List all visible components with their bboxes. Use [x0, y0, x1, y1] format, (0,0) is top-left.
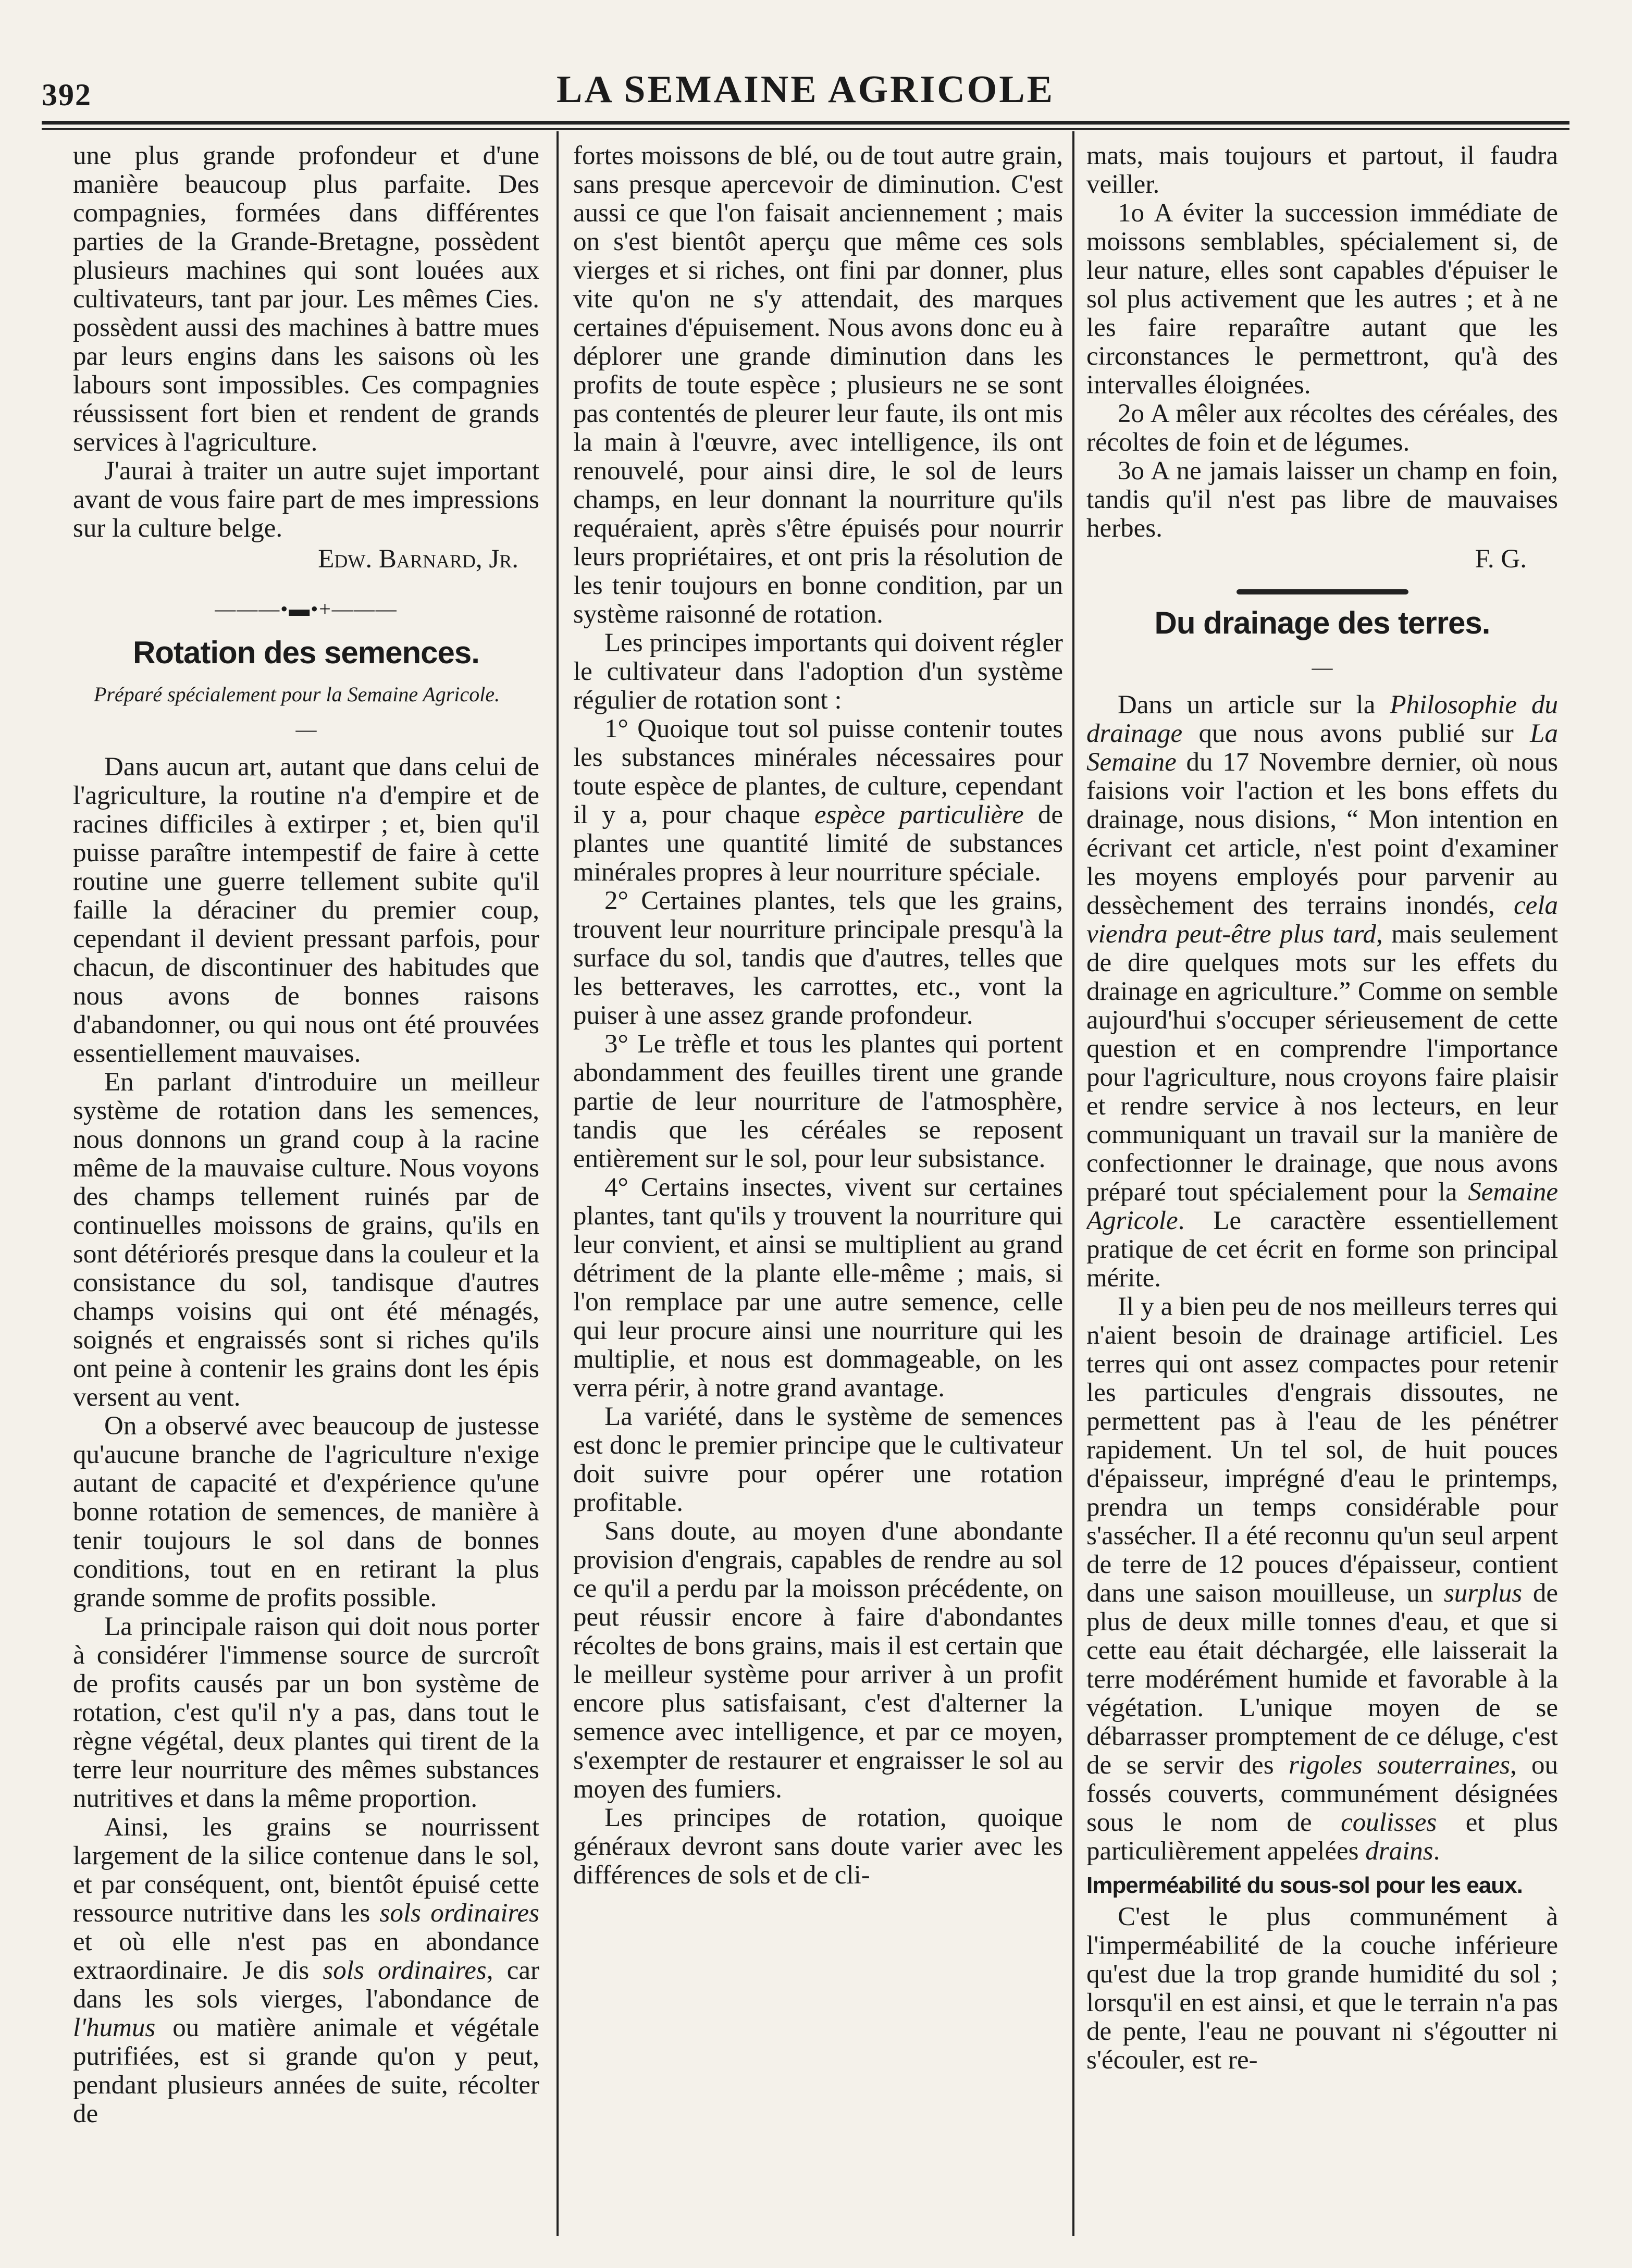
header-rule-thick	[42, 121, 1569, 125]
paragraph	[1086, 691, 1558, 1293]
title-dash: —	[1312, 655, 1333, 679]
journal-title: LA SEMAINE AGRICOLE	[557, 68, 1055, 111]
paragraph	[1086, 1293, 1558, 1866]
text-run: ou matière animale et végétale putrifiées, est si grande qu'on y peut, pendant plusieurs années de suite, récolter de	[73, 2013, 539, 2128]
paragraph: C'est le plus communément à l'imperméabilité de la couche inférieure qu'est due la trop grande humidité du sol ; lorsqu'il en est ainsi, et que le terrain n'a pas de pente, l'eau ne pouvant ni s'égoutter ni s'écouler, est re-	[1086, 1902, 1558, 2075]
text-run: du 17 Novembre dernier, où nous faisions voir l'action et les bons effets du drainage, nous disions, “ Mon intention en écrivant cet article, n'est point d'examiner les moyens employés pour parvenir au dessèchement des terrains inondés,	[1086, 748, 1558, 920]
section-divider-bar	[1237, 589, 1408, 594]
paragraph: 1o A éviter la succession immédiate de moissons semblables, spécialement si, de leur nature, elles sont capables d'épuiser le sol plus activement que les autres ; et à ne les faire reparaître autant que les circonstances le permettront, qu'à des intervalles éloignées.	[1086, 199, 1558, 400]
section-title-drainage: Du drainage des terres.	[1154, 605, 1490, 640]
column-1	[73, 142, 539, 2236]
paragraph: En parlant d'introduire un meilleur système de rotation dans les semences, nous donnons un grand coup à la racine même de la mauvaise culture. Nous voyons des champs tellement ruinés par de continuelles moissons de grains, qu'ils en sont détériorés presque dans la couleur et la consistance du sol, tandisque d'autres champs voisins qui ont été ménagés, soignés et engraissés sont si riches qu'ils ont peine à contenir les grains dont les épis versent au vent.	[73, 1068, 539, 1412]
paragraph: La principale raison qui doit nous porter à considérer l'immense source de surcroît de profits causés par un bon système de rotation, c'est qu'il n'y a pas, dans tout le règne végétal, deux plantes qui tirent de la terre leur nourriture des mêmes substances nutritives et dans la même proportion.	[73, 1612, 539, 1813]
column-2	[573, 142, 1063, 2236]
subheading: Imperméabilité du sous-sol pour les eaux.	[1086, 1873, 1523, 1898]
italic-run: rigoles souterraines	[1288, 1751, 1510, 1780]
paragraph: Les principes importants qui doivent régler le cultivateur dans l'adoption d'un système régulier de rotation sont :	[573, 628, 1063, 715]
text-run: , mais seulement de dire quelques mots sur les effets du drainage en agriculture.” Comme on semble aujourd'hui s'occuper sérieusement de cette question et en comprendre l'importance pour l'agriculture, nous croyons faire plaisir et rendre service à nos lecteurs, en leur communiquant un travail sur la manière de confectionner le drainage, que nous avons préparé tout spécialement pour la	[1086, 920, 1558, 1207]
text-run: Dans un article sur la	[1118, 690, 1390, 720]
section-title-rotation: Rotation des semences.	[133, 635, 479, 670]
paragraph: Les principes de rotation, quoique généraux devront sans doute varier avec les différences de sols et de cli-	[573, 1803, 1063, 1890]
paragraph: 4° Certains insectes, vivent sur certaines plantes, tant qu'ils y trouvent la nourriture qui leur convient, et ainsi se multiplient au grand détriment de la plante elle-même ; mais, si l'on remplace par une autre semence, celle qui leur procure ainsi une nourriture qui les multiplie, et nous est dommageable, on les verra périr, à notre grand avantage.	[573, 1173, 1063, 1403]
text-run: de plantes une quantité limité de substances minérales propres à leur nourriture spéciale.	[573, 800, 1063, 887]
paragraph: mats, mais toujours et partout, il faudra veiller.	[1086, 142, 1558, 199]
column-divider-2	[1072, 131, 1074, 2236]
paragraph: Dans aucun art, autant que dans celui de l'agriculture, la routine n'a d'empire et de racines difficiles à extirper ; et, bien qu'il puisse paraître intempestif de faire à cette routine une guerre tellement subite qu'il faille la déraciner du premier coup, cependant il devient pressant parfois, pour chacun, de discontinuer des habitudes que nous avons de bonnes raisons d'abandonner, ou qui nous ont été prouvées essentiellement mauvaises.	[73, 752, 539, 1068]
paragraph: J'aurai à traiter un autre sujet important avant de vous faire part de mes impressions sur la culture belge.	[73, 456, 539, 543]
page-number: 392	[42, 78, 92, 112]
text-run: et plus particulièrement appelées	[1086, 1808, 1558, 1866]
paragraph: On a observé avec beaucoup de justesse qu'aucune branche de l'agriculture n'exige autant de capacité et d'expérience qu'une bonne rotation de semences, de manière à tenir toujours le sol dans de bonnes conditions, tout en en retirant la plus grande somme de profits possible.	[73, 1411, 539, 1613]
column-divider-1	[557, 131, 559, 2236]
text-run: , car dans les sols vierges, l'abondance de	[73, 1956, 539, 2014]
paragraph: 3o A ne jamais laisser un champ en foin, tandis qu'il n'est pas libre de mauvaises herbes.	[1086, 456, 1558, 543]
section-divider: ———•▬•+———	[215, 597, 398, 621]
paragraph	[73, 1813, 539, 2128]
text-run: , ou fossés couverts, communément désignées sous le nom de	[1086, 1751, 1558, 1837]
paragraph: 2° Certaines plantes, tels que les grains, trouvent leur nourriture principale presqu'à la surface du sol, tandis que d'autres, telles que les betteraves, les carrottes, etc., vont la puiser à une assez grande profondeur.	[573, 886, 1063, 1030]
header-rule-thin	[42, 128, 1569, 130]
italic-run: espèce particulière	[814, 800, 1024, 829]
text-run: 1° Quoique tout sol puisse contenir toutes les substances minérales nécessaires pour toute espèce de plantes, de culture, cependant il y a, pour chaque	[573, 714, 1063, 829]
paragraph: une plus grande profondeur et d'une manière beaucoup plus parfaite. Des compagnies, formées dans différentes parties de la Grande-Bretagne, possèdent plusieurs machines qui sont louées aux cultivateurs, tant par jour. Les mêmes Cies. possèdent aussi des machines à battre mues par leurs engins dans les saisons où les labours sont impossibles. Ces compagnies réussissent fort bien et rendent de grands services à l'agriculture.	[73, 142, 539, 457]
text-run: .	[1433, 1837, 1440, 1866]
italic-run: Philosophie du drainage	[1086, 690, 1558, 748]
paragraph: Sans doute, au moyen d'une abondante provision d'engrais, capables de rendre au sol ce qu'il a perdu par la moisson précédente, on peut réussir encore à faire d'abondantes récoltes de bons grains, mais il est certain que le meilleur système pour arriver à un profit encore plus satisfaisant, c'est d'alterner la semence avec intelligence, et par ce moyen, s'exempter de restaurer et engraisser le sol au moyen des fumiers.	[573, 1517, 1063, 1804]
italic-run: sols ordinaires	[379, 1899, 539, 1928]
italic-run: surplus	[1443, 1579, 1523, 1608]
paragraph: 2o A mêler aux récoltes des céréales, des récoltes de foin et de légumes.	[1086, 399, 1558, 457]
paragraph: La variété, dans le système de semences est donc le premier principe que le cultivateur doit suivre pour opérer une rotation profitable.	[573, 1402, 1063, 1517]
italic-run: sols ordinaires	[323, 1956, 487, 1985]
author-signature: Edw. Barnard, Jr.	[318, 544, 518, 574]
byline: Préparé spécialement pour la Semaine Agricole.	[94, 683, 500, 706]
text-run: Il y a bien peu de nos meilleurs terres qui n'aient besoin de drainage artificiel. Les terres qui ont assez compactes pour retenir les particules d'engrais dissoutes, ne permettent pas à l'eau de les pénétrer rapidement. Un tel sol, de huit pouces d'épaisseur, imprégné d'eau le printemps, prendra un temps considérable pour s'assécher. Il a été reconnu qu'un seul arpent de terre de 12 pouces d'épaisseur, contient dans une saison mouilleuse, un	[1086, 1292, 1558, 1608]
text-run: Ainsi, les grains se nourrissent largement de la silice contenue dans le sol, et par conséquent, ont, bientôt épuisé cette ressource nutritive dans les	[73, 1813, 539, 1928]
italic-run: cela viendra peut-être plus tard	[1086, 891, 1558, 949]
paragraph: 3° Le trèfle et tous les plantes qui portent abondamment des feuilles tirent une grande partie de leur nourriture de l'atmosphère, tandis que les céréales se reposent entièrement sur le sol, pour leur subsistance.	[573, 1030, 1063, 1173]
text-run: de plus de deux mille tonnes d'eau, et que si cette eau était déchargée, elle laisserait la terre modérément humide et favorable à la végétation. L'unique moyen de se débarrasser promptement de ce déluge, c'est de se servir des	[1086, 1579, 1558, 1780]
paragraph: fortes moissons de blé, ou de tout autre grain, sans presque apercevoir de diminution. C'est aussi ce que l'on faisait anciennement ; mais on s'est bientôt aperçu que même ces sols vierges et si riches, ont fini par donner, plus vite qu'on ne s'y attendait, des marques certaines d'épuisement. Nous avons donc eu à déplorer une grande diminution dans les profits de toute espèce ; plusieurs ne se sont pas contentés de pleurer leur faute, ils ont mis la main à l'œuvre, avec intelligence, ils ont renouvelé, pour ainsi dire, le sol de leurs champs, en leur donnant la nourriture qu'ils requéraient, après s'être épuisés pour nourrir leurs propriétaires, et ont pris la résolution de les tenir toujours en bonne condition, par un système raisonné de rotation.	[573, 142, 1063, 629]
italic-run: l'humus	[73, 2013, 156, 2042]
italic-run: drains	[1365, 1837, 1433, 1866]
italic-run: Semaine Agricole	[1086, 1178, 1558, 1235]
text-run: . Le caractère essentiellement pratique de cet écrit en forme son principal mérite.	[1086, 1206, 1558, 1293]
column-3	[1086, 142, 1558, 2236]
paragraph	[573, 715, 1063, 887]
title-dash: —	[295, 717, 317, 741]
author-signature: F. G.	[1475, 544, 1527, 574]
italic-run: La Semaine	[1086, 719, 1558, 777]
page-header	[42, 68, 1569, 125]
italic-run: coulisses	[1341, 1808, 1437, 1837]
text-run: et où elle n'est pas en abondance extraordinaire. Je dis	[73, 1927, 539, 1985]
text-run: que nous avons publié sur	[1182, 719, 1530, 748]
